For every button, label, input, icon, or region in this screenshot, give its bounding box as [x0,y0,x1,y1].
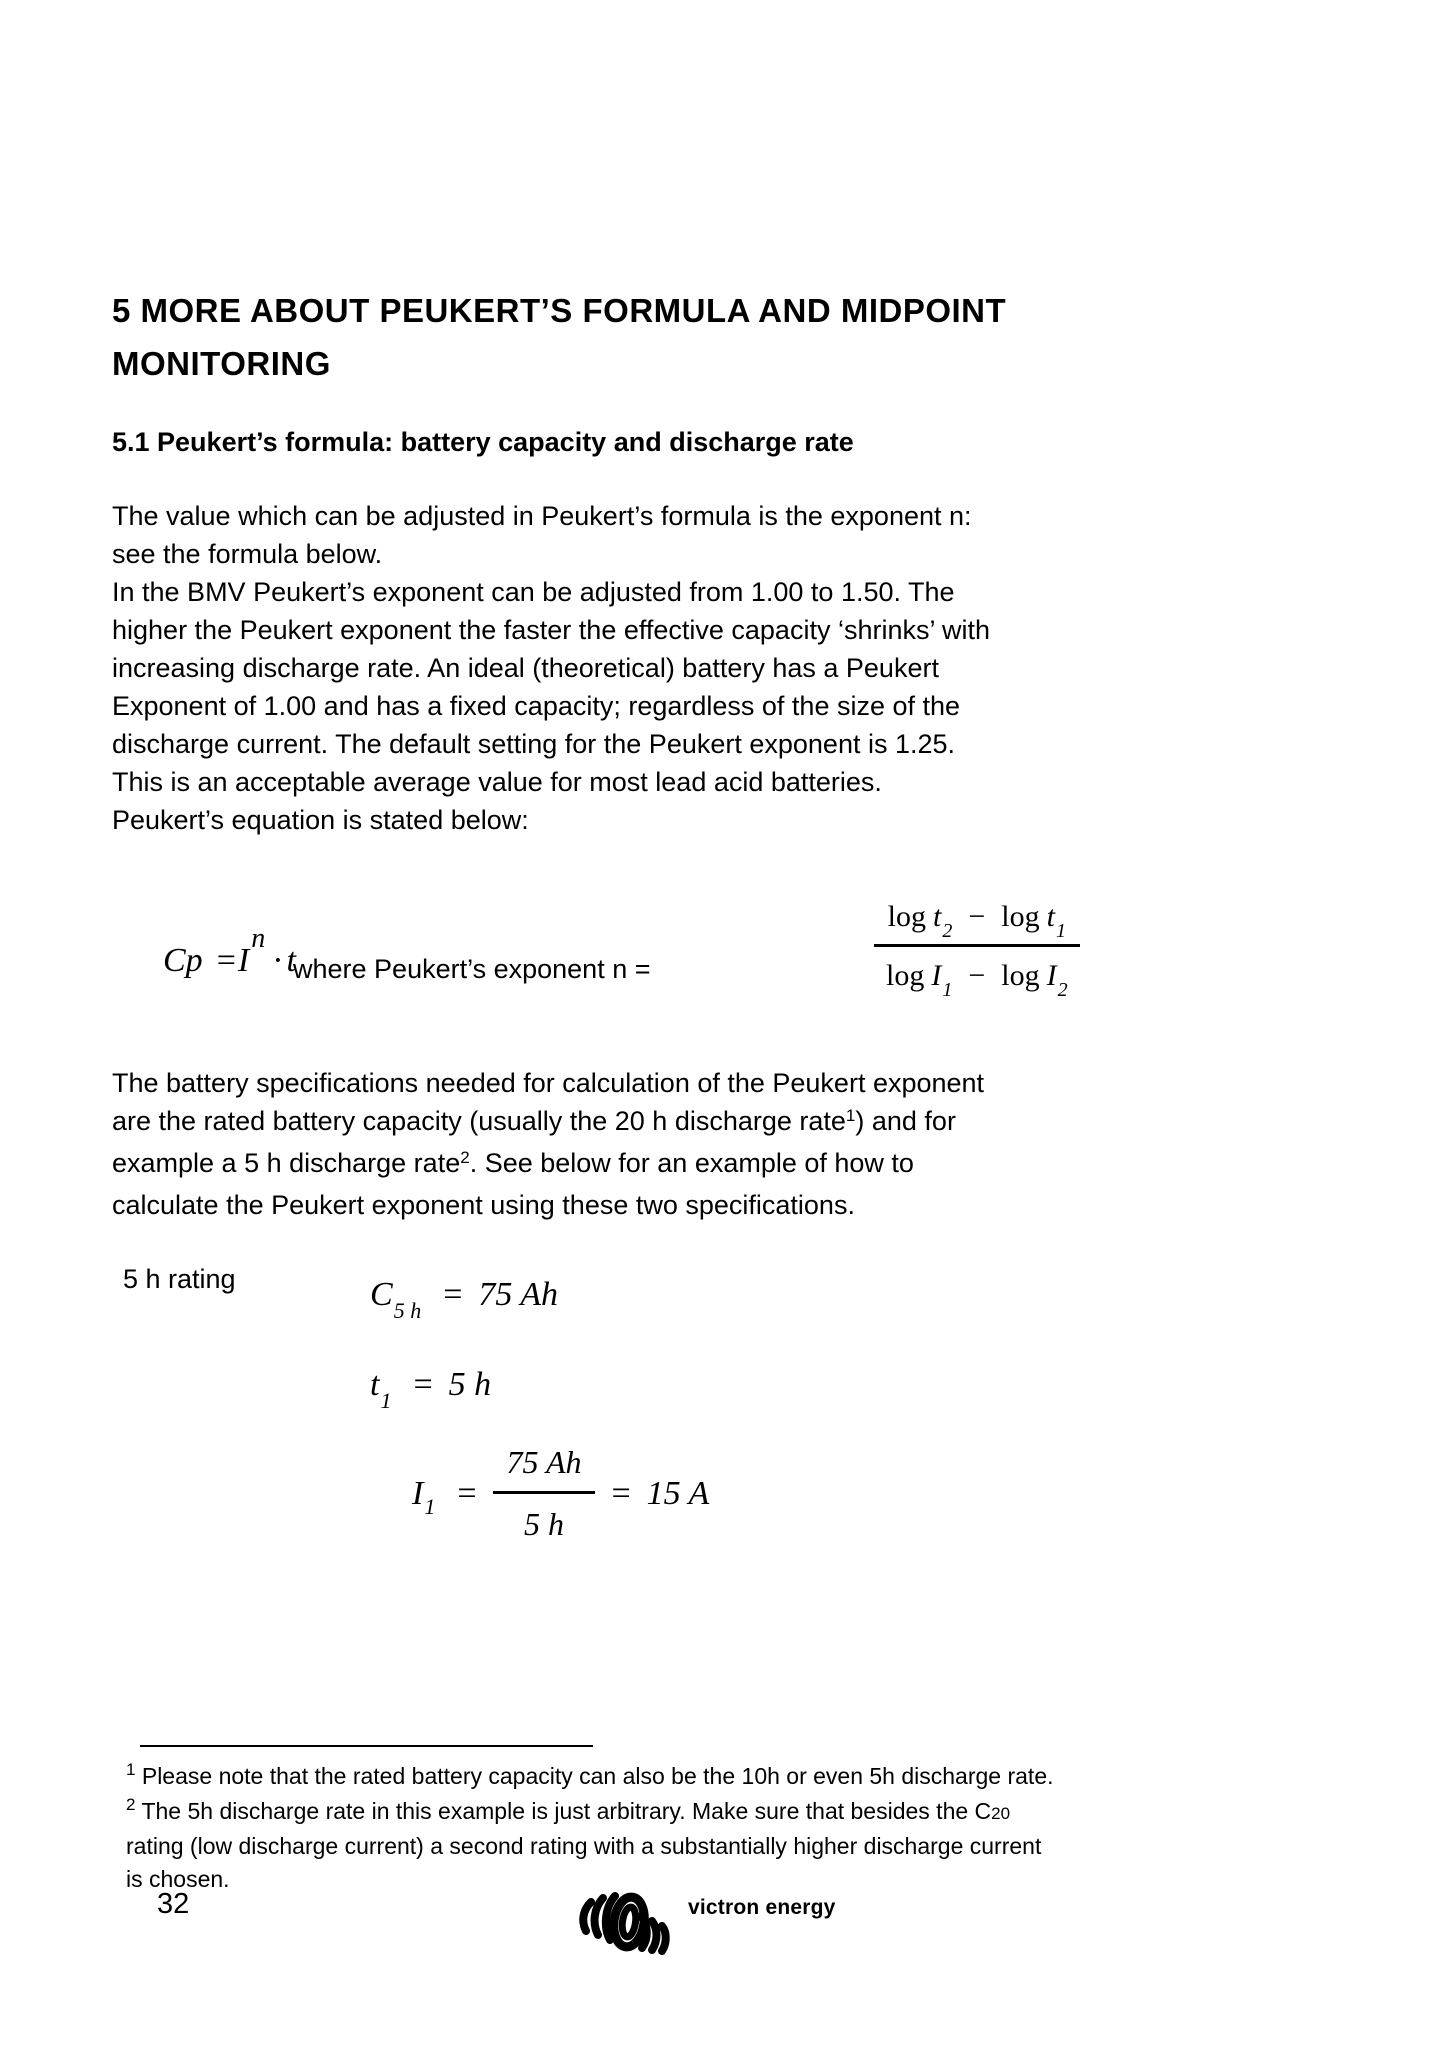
peukert-formula-lhs [163,923,296,980]
footnote-1: $^1$ Please note that the rated battery capacity can also be the 10h or even 5h discharge rate. [126,1760,1054,1789]
formula-equals: = [216,942,236,979]
equals-sign: = [413,1366,433,1403]
t-var: t [1046,900,1055,933]
intro-line: The value which can be adjusted in Peukert’s formula is the exponent n: [112,501,972,531]
footnote-marker-2: 2 [126,1795,136,1814]
subscript: 2 [1057,979,1068,1001]
formula-time-var: t [286,942,296,979]
formula-dot: · [272,942,284,979]
equals-sign: = [457,1474,477,1512]
subscript: 1 [424,1493,436,1519]
equals-sign: = [611,1474,631,1512]
intro-line: higher the Peukert exponent the faster the effective capacity ‘shrinks’ with [112,615,990,645]
footnote-marker-1: 1 [126,1760,136,1779]
log-op: log [1001,900,1040,933]
i-var: I [412,1474,424,1512]
footnote-ref-1: 1 [845,1106,856,1125]
intro-line: In the BMV Peukert’s exponent can be adjusted from 1.00 to 1.50. The [112,577,955,607]
minus-sign: − [968,959,986,992]
equals-sign: = [443,1276,463,1313]
formula-where-clause: where Peukert’s exponent n = [293,954,651,984]
i-var: I [1046,959,1057,992]
footnote-divider [140,1745,593,1747]
c20-subscript: 20 [991,1804,1011,1823]
i-var: I [931,959,942,992]
exponent-fraction [872,900,1082,1001]
example-label: 5 h rating [123,1264,236,1294]
specs-line: calculate the Peukert exponent using these two specifications. [112,1190,855,1220]
page-number: 32 [157,1888,190,1920]
intro-line: see the formula below. [112,539,383,569]
intro-paragraph [112,497,990,839]
fraction-numerator [874,900,1080,947]
subscript: 5 h [393,1298,422,1323]
specs-paragraph [112,1064,984,1224]
formula-exponent-n: n [251,923,266,954]
footnote-2: $^2$ The 5h discharge rate in this example is just arbitrary. Make sure that besides the C20 [126,1795,1011,1824]
subscript: 1 [380,1388,392,1413]
subscript: 1 [1055,920,1066,942]
fraction-denominator: 5 h [524,1506,564,1542]
page-title-line-2: MONITORING [112,345,331,382]
intro-line: This is an acceptable average value for most lead acid batteries. [112,767,882,797]
page-title-line-1: 5 MORE ABOUT PEUKERT’S FORMULA AND MIDPOINT [112,292,1007,329]
formula-cp: Cp [163,942,203,979]
intro-line: Exponent of 1.00 and has a fixed capacity; regardless of the size of the [112,691,961,721]
footnotes [126,1760,1054,1896]
brand-name: victron energy [688,1896,836,1919]
equation-capacity [370,1276,559,1323]
footnote-2-line-3: is chosen. [126,1866,230,1892]
specs-line: example a 5 h discharge rate$^2$. See below for an example of how to [112,1148,914,1178]
capacity-value: 75 Ah [478,1276,559,1313]
intro-line: discharge current. The default setting for the Peukert exponent is 1.25. [112,729,956,759]
victron-logo-icon [576,1890,676,1964]
formula-current-var: I [237,942,250,979]
c-var: C [370,1276,393,1313]
intro-line: increasing discharge rate. An ideal (theoretical) battery has a Peukert [112,653,939,683]
fraction-numerator: 75 Ah [493,1444,596,1494]
current-fraction [493,1444,596,1543]
log-op: log [887,900,926,933]
section-subtitle: 5.1 Peukert’s formula: battery capacity and discharge rate [112,427,854,457]
subscript: 1 [942,979,953,1001]
footnote-2-line-2: rating (low discharge current) a second rating with a substantially higher discharge current [126,1833,1042,1859]
footnote-ref-2: 2 [460,1148,470,1167]
log-op: log [1001,959,1040,992]
page-title [112,284,1006,390]
specs-line: are the rated battery capacity (usually the 20 h discharge rate$^1$) and for [112,1106,956,1136]
specs-line: The battery specifications needed for calculation of the Peukert exponent [112,1068,985,1098]
equation-current [412,1444,709,1543]
t-var: t [933,900,942,933]
t-var: t [370,1366,380,1403]
equation-time [370,1366,492,1413]
subscript: 2 [942,920,953,942]
minus-sign: − [968,900,986,933]
fraction-denominator [872,947,1082,1001]
log-op: log [886,959,925,992]
time-value: 5 h [448,1366,492,1403]
current-value: 15 A [646,1474,710,1512]
intro-line: Peukert’s equation is stated below: [112,805,529,835]
